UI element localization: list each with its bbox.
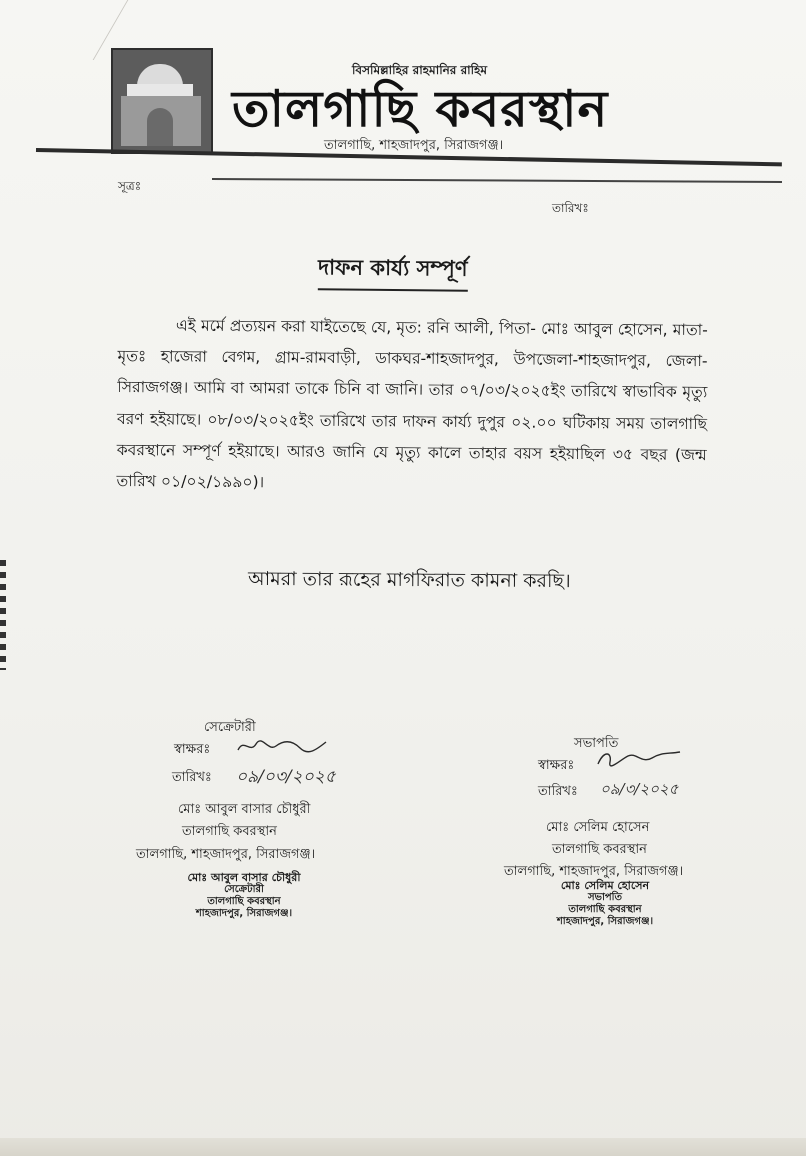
secretary-seal-title: সেক্রেটারী [224, 884, 264, 895]
secretary-handwritten-date: ০৯/০৩/২০২৫ [236, 767, 336, 787]
president-role: সভাপতি [574, 736, 619, 751]
secretary-name: মোঃ আবুল বাসার চৌধুরী [178, 802, 311, 817]
secretary-signature [236, 736, 328, 756]
president-name: মোঃ সেলিম হোসেন [546, 820, 650, 835]
organization-address: তালগাছি, শাহজাদপুর, সিরাজগঞ্জ। [324, 138, 504, 153]
bismillah-text: বিসমিল্লাহির রাহমানির রাহিম [352, 63, 488, 77]
president-date-label: তারিখঃ [538, 784, 578, 799]
secretary-address: তালগাছি, শাহজাদপুর, সিরাজগঞ্জ। [136, 847, 316, 862]
subject-heading: দাফন কার্য্য সম্পূর্ণ [318, 251, 468, 292]
certificate-body: এই মর্মে প্রত্যয়ন করা যাইতেছে যে, মৃত: রনি আলী, পিতা- মোঃ আবুল হোসেন, মাতা- মৃতঃ হাজেরা বেগম, গ্রাম-রামবাড়ী, ডাকঘর-শাহজাদপুর, উপজেলা-শাহজাদপুর, জেলা-সিরাজগঞ্জ। আমি বা আমরা তাকে চিনি বা জানি। তার ০৭/০৩/২০২৫ইং তারিখে স্বাভাবিক মৃত্যু বরণ হইয়াছে। ০৮/০৩/২০২৫ইং তারিখে তার দাফন কার্য্য দুপুর ০২.০০ ঘটিকায় সময় তালগাছি কবরস্থানে সম্পূর্ণ হইয়াছে। আরও জানি যে মৃত্যু কালে তাহার বয়স হইয়াছিল ৩৫ বছর (জন্ম তারিখ ০১/০২/১৯৯০)। [116, 316, 708, 492]
secretary-date-label: তারিখঃ [172, 770, 212, 785]
secretary-seal-name: মোঃ আবুল বাসার চৌধুরী [187, 871, 301, 884]
president-org: তালগাছি কবরস্থান [552, 842, 647, 857]
president-seal-address: শাহজাদপুর, সিরাজগঞ্জ। [556, 916, 654, 927]
secretary-seal-address: শাহজাদপুর, সিরাজগঞ্জ। [195, 908, 293, 919]
organization-name: তালগাছি কবরস্থান [232, 80, 609, 138]
president-sign-label: স্বাক্ষরঃ [538, 758, 575, 773]
logo-lintel [127, 84, 193, 96]
graveyard-logo [111, 48, 213, 154]
letterhead-rule-thin [212, 178, 782, 183]
logo-door [147, 108, 173, 146]
president-seal-name: মোঃ সেলিম হোসেন [560, 879, 650, 892]
edge-marking [0, 560, 6, 670]
secretary-sign-label: স্বাক্ষরঃ [174, 742, 211, 757]
secretary-seal [164, 872, 324, 920]
secretary-role: সেক্রেটারী [204, 720, 256, 735]
president-seal-org: তালগাছি কবরস্থান [568, 904, 642, 915]
president-seal-title: সভাপতি [587, 892, 623, 903]
president-seal [520, 880, 690, 928]
president-address: তালগাছি, শাহজাদপুর, সিরাজগঞ্জ। [504, 864, 684, 879]
reference-label: সূত্রঃ [118, 179, 142, 193]
secretary-org: তালগাছি কবরস্থান [182, 824, 277, 839]
logo-dome [137, 64, 183, 86]
president-handwritten-date: ০৯/৩/২০২৫ [600, 780, 679, 798]
president-signature [594, 748, 684, 770]
page-bottom-edge [0, 1138, 806, 1156]
secretary-seal-org: তালগাছি কবরস্থান [207, 896, 281, 907]
prayer-line: আমরা তার রূহের মাগফিরাত কামনা করছি। [247, 567, 571, 593]
date-label: তারিখঃ [552, 201, 589, 215]
